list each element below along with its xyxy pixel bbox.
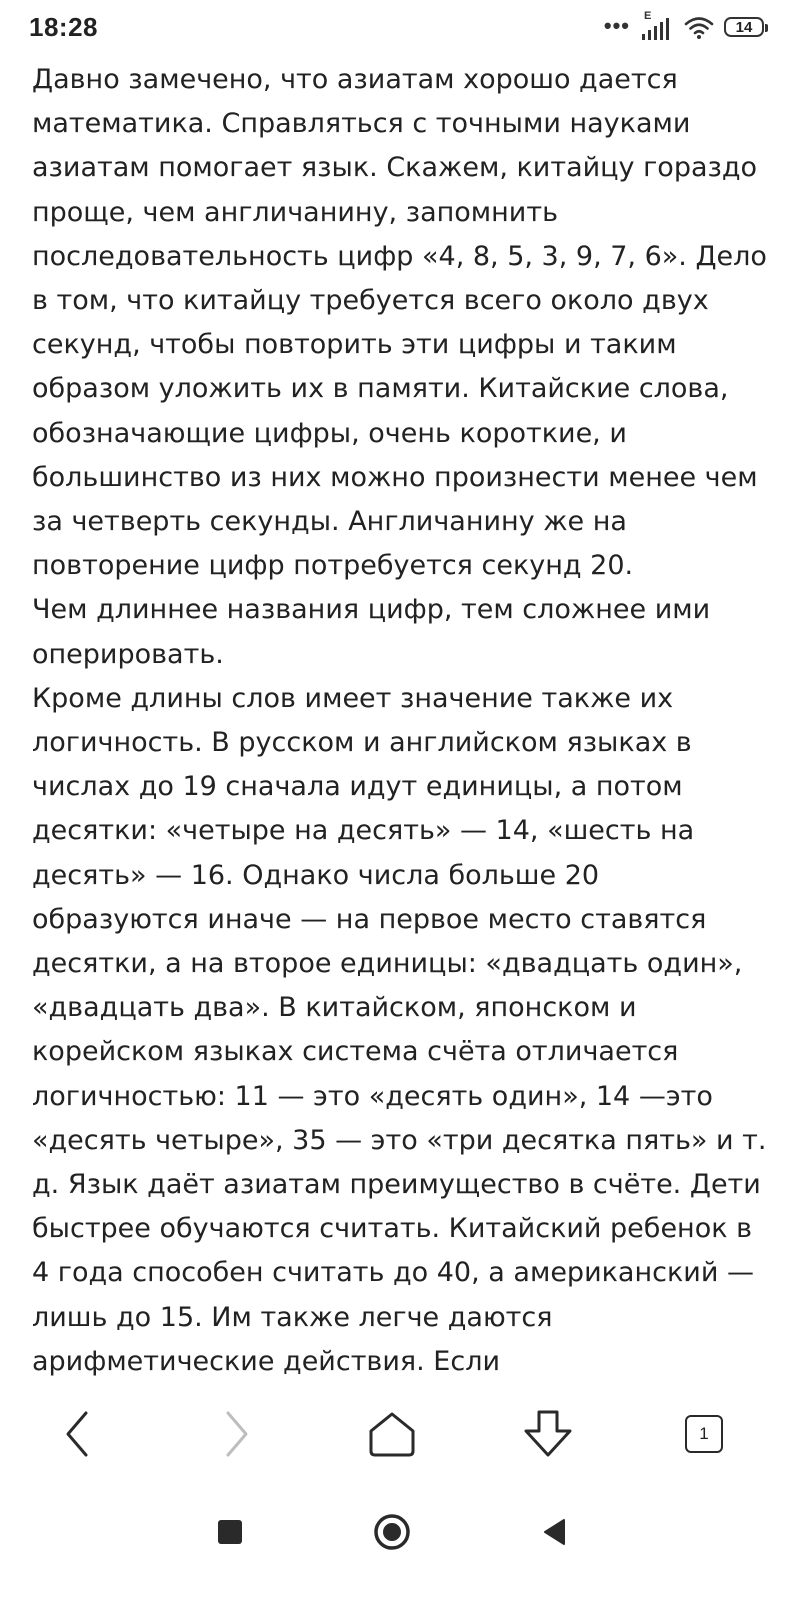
article-paragraph-2: Чем длиннее названия цифр, тем сложнее ими оперировать. — [32, 594, 711, 670]
battery-level: 14 — [735, 19, 753, 36]
notification-dots: ••• — [603, 13, 630, 38]
circle-icon — [372, 1512, 412, 1552]
home-icon — [367, 1409, 417, 1459]
triangle-back-icon — [540, 1517, 568, 1547]
tabs-icon — [685, 1415, 723, 1453]
status-bar — [0, 0, 800, 56]
chevron-left-icon — [58, 1409, 98, 1459]
download-button[interactable] — [518, 1404, 578, 1464]
browser-toolbar — [0, 1386, 800, 1482]
square-icon — [216, 1518, 244, 1546]
download-icon — [522, 1409, 574, 1459]
article-content — [32, 58, 772, 1384]
article-paragraph-1: Давно замечено, что азиатам хорошо дается математика. Справляться с точными науками азиатам помогает язык. Скажем, китайцу гораздо проще, чем англичанину, запомнить последовательность цифр «4, 8, 5, 3, 9, 7, 6». Дело в том, что китайцу требуется всего около двух секунд, чтобы повторить эти цифры и таким образом уложить их в памяти. Китайские слова, обозначающие цифры, очень короткие, и большинство из них можно произнести менее чем за четверть секунды. Англичанину же на повторение цифр потребуется секунд 20. — [32, 64, 767, 582]
chevron-right-icon — [216, 1409, 256, 1459]
network-type-label: E — [644, 10, 652, 22]
tabs-button[interactable] — [674, 1404, 734, 1464]
tab-count: 1 — [699, 1424, 709, 1443]
forward-button[interactable] — [206, 1404, 266, 1464]
article-paragraph-3: Кроме длины слов имеет значение также их логичность. В русском и английском языках в числах до 19 сначала идут единицы, а потом десятки: «четыре на десять» — 14, «шесть на десять» — 16. Однако числа больше 20 образуются иначе — на первое место ставятся десятки, а на второе единицы: «двадцать один», «двадцать два». В китайском, японском и корейском языках система счёта отличается логичностью: 11 — это «десять один», 14 —это «десять четыре», 35 — это «три десятка пять» и т. д. Язык даёт азиатам преимущество в счёте. Дети быстрее обучаются считать. Китайский ребенок в 4 года способен считать до 40, а американский — лишь до 15. Им также легче даются арифметические действия. Если — [32, 682, 767, 1377]
back-button[interactable] — [48, 1404, 108, 1464]
system-navigation-bar — [0, 1482, 800, 1600]
battery-icon — [724, 16, 772, 40]
recents-button[interactable] — [200, 1502, 260, 1562]
wifi-icon — [684, 16, 714, 40]
system-home-button[interactable] — [362, 1502, 422, 1562]
cellular-signal-icon — [640, 10, 674, 42]
status-time: 18:28 — [29, 12, 98, 42]
status-icons — [604, 12, 772, 44]
system-back-button[interactable] — [524, 1502, 584, 1562]
home-button[interactable] — [362, 1404, 422, 1464]
